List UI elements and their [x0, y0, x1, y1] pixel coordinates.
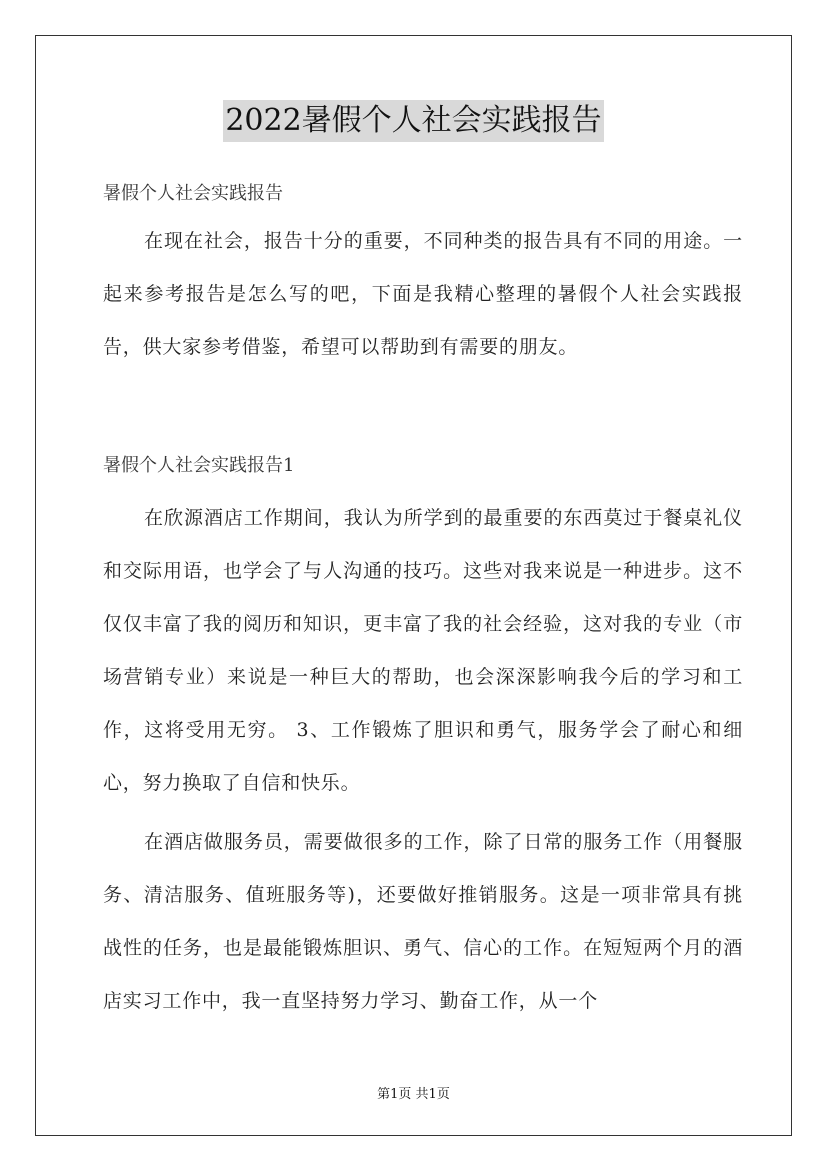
body-paragraph-1: 在欣源酒店工作期间，我认为所学到的最重要的东西莫过于餐桌礼仪和交际用语，也学会了与人沟通的技巧。这些对我来说是一种进步。这不仅仅丰富了我的阅历和知识，更丰富了我的社会经验，这对我的专业（市场营销专业）来说是一种巨大的帮助，也会深深影响我今后的学习和工作，这将受用无穷。 3、工作锻炼了胆识和勇气，服务学会了耐心和细心，努力换取了自信和快乐。 [103, 507, 743, 794]
document-title: 2022暑假个人社会实践报告 [223, 100, 603, 142]
section-heading: 暑假个人社会实践报告1 [103, 455, 295, 476]
page-footer: 第1页 共1页 [377, 1087, 450, 1102]
document-subtitle: 暑假个人社会实践报告 [103, 183, 283, 204]
intro-paragraph: 在现在社会，报告十分的重要，不同种类的报告具有不同的用途。一起来参考报告是怎么写的吧，下面是我精心整理的暑假个人社会实践报告，供大家参考借鉴，希望可以帮助到有需要的朋友。 [103, 230, 743, 358]
title-container [0, 100, 827, 142]
body-paragraph-2: 在酒店做服务员，需要做很多的工作，除了日常的服务工作（用餐服务、清洁服务、值班服务等)，还要做好推销服务。这是一项非常具有挑战性的任务，也是最能锻炼胆识、勇气、信心的工作。在短短两个月的酒店实习工作中，我一直坚持努力学习、勤奋工作，从一个 [103, 831, 743, 1012]
